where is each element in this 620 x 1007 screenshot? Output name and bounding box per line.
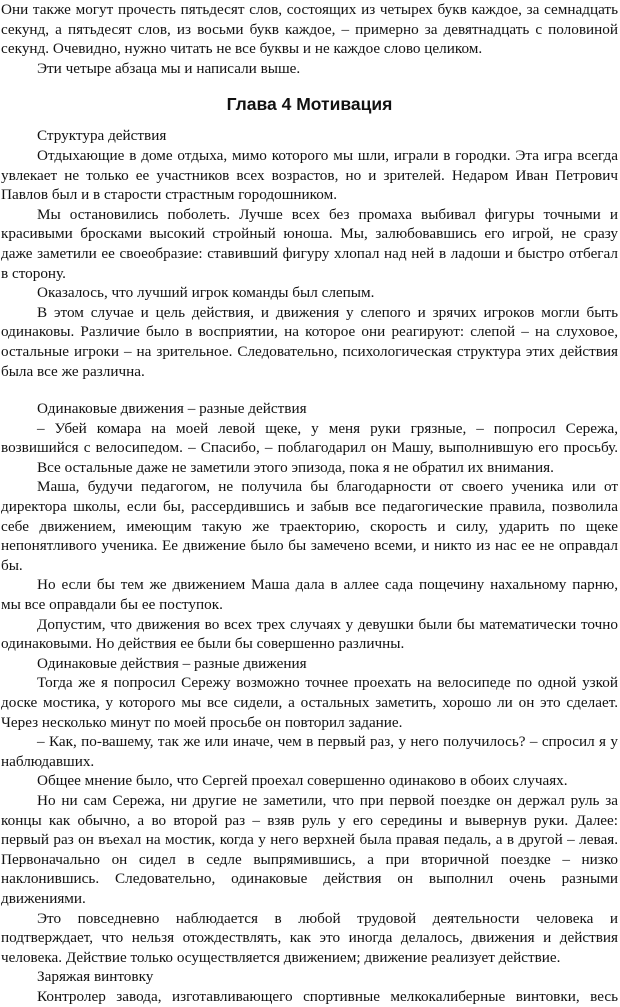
text-line: в сторону. bbox=[1, 264, 66, 282]
chapter-title: Глава 4 Мотивация bbox=[226, 94, 393, 115]
text-line: Общее мнение было, что Сергей проехал совершенно одинаково в обоих случаях. bbox=[37, 772, 568, 790]
text-line: остальные игроки – на зрительное. Следовательно, психологическая структура этих действия bbox=[1, 342, 618, 360]
text-line: мы все оправдали бы ее поступок. bbox=[1, 596, 223, 614]
text-line: наклонившись. Следовательно, одинаковые действия он выполнил очень разными bbox=[1, 870, 618, 888]
text-line: движениями. bbox=[1, 889, 86, 907]
paragraph-gap bbox=[1, 381, 618, 399]
text-line: Они также могут прочесть пятьдесят слов, состоящих из четырех букв каждое, за семнадцать bbox=[1, 1, 618, 18]
text-line: первый раз он въехал на мостик, когда у него верхней была правая педаль, а в другой – левая. bbox=[1, 831, 618, 849]
text-line: Первоначально он сидел в седле выпрямившись, а при вторичной поездке – низко bbox=[1, 850, 618, 868]
text-line: увлекает не только ее участников всех возрастов, но и зрителей. Недаром Иван Петрович bbox=[1, 166, 618, 184]
text-line: Через несколько минут по моей просьбе он повторил задание. bbox=[1, 713, 403, 731]
text-line: Маша, будучи педагогом, не получила бы благодарности от своего ученика или от bbox=[37, 478, 618, 496]
text-line: даже заметили ее своеобразие: ставивший фигуру хлопал над ней в ладоши и быстро отбегал bbox=[1, 244, 618, 262]
text-line: одинаковыми. Но действия ее были бы совершенно различны. bbox=[1, 635, 405, 653]
text-line: Это повседневно наблюдается в любой трудовой деятельности человека и bbox=[37, 909, 618, 927]
text-line: Отдыхающие в доме отдыха, мимо которого мы шли, играли в городки. Эта игра всегда bbox=[37, 146, 618, 164]
text-line: Но ни сам Сережа, ни другие не заметили, что при первой поездке он держал руль за bbox=[37, 791, 618, 809]
text-line: подтверждает, что нельзя отождествлять, как это иногда делалось, движения и действия bbox=[1, 929, 618, 947]
text-line: красивыми бросками высокий стройный юноша. Мы, залюбовавшись его игрой, не сразу bbox=[1, 225, 618, 243]
text-line: секунд, а пятьдесят слов, из восьми букв каждое, – примерно за девятнадцать с половиной bbox=[1, 20, 618, 38]
section-heading: Структура действия bbox=[37, 127, 167, 145]
text-line: наблюдавших. bbox=[1, 752, 95, 770]
text-line: Все остальные даже не заметили этого эпизода, пока я не обратил их внимания. bbox=[37, 458, 554, 476]
text-line: В этом случае и цель действия, и движения у слепого и зрячих игроков могли быть bbox=[37, 303, 618, 321]
text-line: Оказалось, что лучший игрок команды был слепым. bbox=[37, 284, 375, 302]
section-heading: Одинаковые движения – разные действия bbox=[37, 400, 307, 418]
text-line: возвишийся с велосипедом. – Спасибо, – поблагодарил он Машу, выполнившую его просьбу. bbox=[1, 439, 618, 457]
section-structure bbox=[1, 126, 618, 381]
text-line: – Как, по-вашему, так же или иначе, чем в первый раз, у него получилось? – спросил я у bbox=[37, 733, 618, 751]
text-line: директора школы, если бы, рассердившись и забыв все педагогические правила, позволила bbox=[1, 498, 618, 516]
section-heading: Заряжая винтовку bbox=[37, 968, 154, 986]
text-line: человека. Действие только осуществляется движением; движение реализует действие. bbox=[1, 948, 561, 966]
text-line: одинаковы. Различие было в восприятии, на которое они реагируют: слепой – на слуховое, bbox=[1, 323, 618, 341]
text-line: Но если бы тем же движением Маша дала в аллее сада пощечину нахальному парню, bbox=[37, 576, 618, 594]
text-line: доске мостика, у которого мы все сидели, а остальных заметить, хорошо ли он это сделает. bbox=[1, 694, 618, 711]
text-line: концы как обычно, а во второй раз – взяв руль у его середины и вывернув руки. Далее: bbox=[1, 811, 618, 829]
text-line: бы. bbox=[1, 556, 23, 574]
text-line: Павлов был и в старости страстным городошником. bbox=[1, 186, 337, 204]
text-line: – Убей комара на моей левой щеке, у меня руки грязные, – попросил Сережа, bbox=[37, 419, 618, 437]
text-line: была все же различна. bbox=[1, 362, 145, 380]
text-line: Контролер завода, изготавливающего спортивные мелкокалиберные винтовки, весь bbox=[37, 987, 618, 1005]
text-line: Эти четыре абзаца мы и написали выше. bbox=[37, 59, 301, 77]
text-line: себе движением, имеющим такую же траекторию, скорость и силу, ударить по щеке bbox=[1, 517, 618, 535]
text-line: непонятливого ученика. Ее движение было бы замечено всеми, и никто из нас ее не оправдал bbox=[1, 537, 618, 555]
section-heading: Одинаковые действия – разные движения bbox=[37, 654, 307, 672]
text-line: Допустим, что движения во всех трех случаях у девушки были бы математически точно bbox=[37, 615, 618, 633]
section-movements bbox=[1, 399, 618, 1006]
text-line: Мы остановились поболеть. Лучше всех без промаха выбивал фигуры точными и bbox=[37, 205, 618, 223]
text-line: Тогда же я попросил Сережу возможно точнее проехать на велосипеде по одной узкой bbox=[37, 674, 618, 692]
text-line: секунд. Очевидно, нужно читать не все буквы и не каждое слово целиком. bbox=[1, 40, 483, 58]
intro-text bbox=[1, 0, 618, 78]
